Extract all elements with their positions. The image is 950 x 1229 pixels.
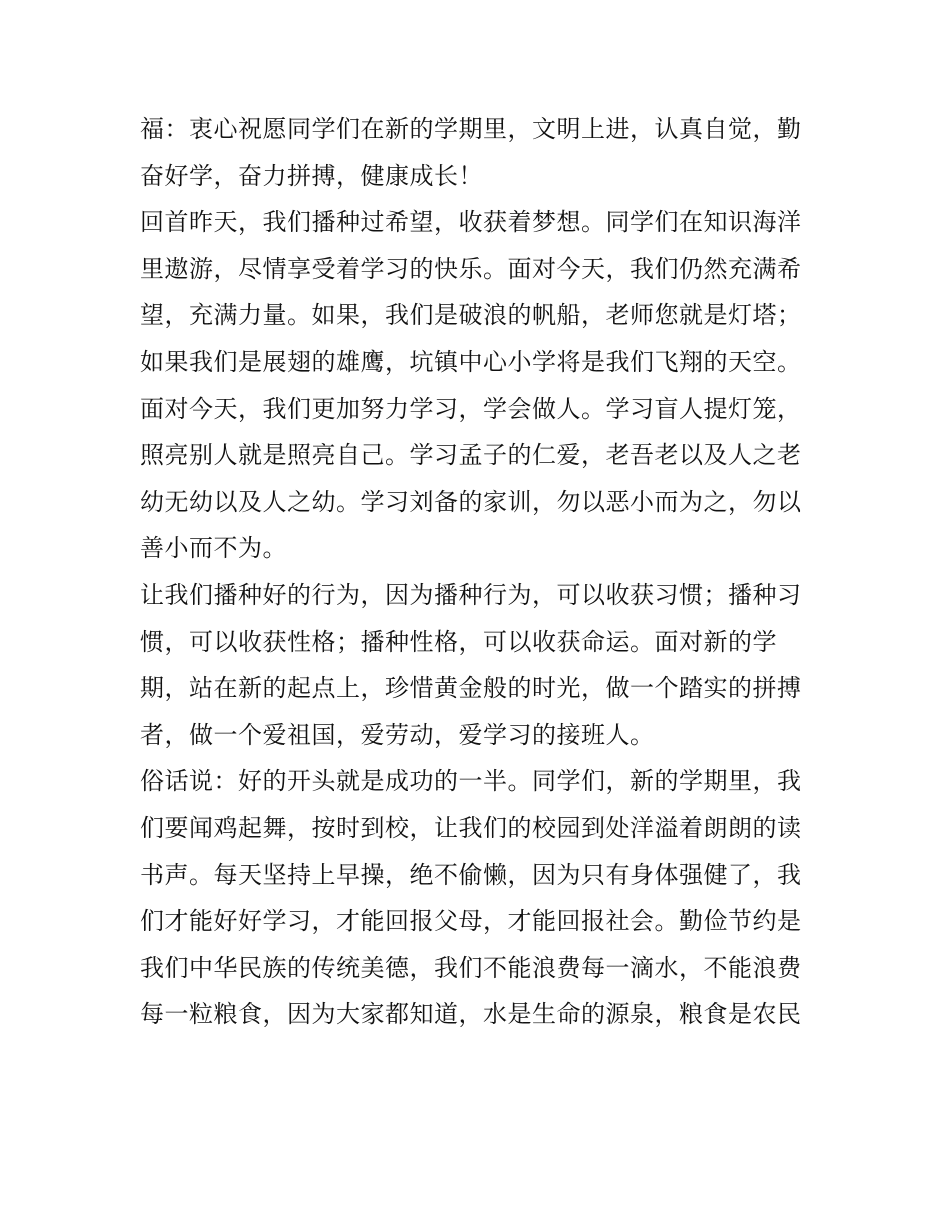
text-line: 每一粒粮食，因为大家都知道，水是生命的源泉，粮食是农民 xyxy=(140,1000,802,1029)
text-line: 幼无幼以及人之幼。学习刘备的家训，勿以恶小而为之，勿以 xyxy=(140,487,802,516)
text-line: 期，站在新的起点上，珍惜黄金般的时光，做一个踏实的拼搏 xyxy=(140,674,802,703)
text-line: 回首昨天，我们播种过希望，收获着梦想。同学们在知识海洋 xyxy=(140,208,802,237)
text-line: 让我们播种好的行为，因为播种行为，可以收获习惯；播种习 xyxy=(140,580,802,609)
text-line: 照亮别人就是照亮自己。学习孟子的仁爱，老吾老以及人之老 xyxy=(140,441,802,470)
text-line: 惯，可以收获性格；播种性格，可以收获命运。面对新的学 xyxy=(140,627,777,656)
text-line: 们要闻鸡起舞，按时到校，让我们的校园到处洋溢着朗朗的读 xyxy=(140,813,802,842)
text-line: 善小而不为。 xyxy=(140,534,287,563)
text-line: 里遨游，尽情享受着学习的快乐。面对今天，我们仍然充满希 xyxy=(140,254,802,283)
text-line: 望，充满力量。如果，我们是破浪的帆船，老师您就是灯塔； xyxy=(140,301,802,330)
document-body xyxy=(140,106,812,1038)
text-line: 我们中华民族的传统美德，我们不能浪费每一滴水，不能浪费 xyxy=(140,953,802,982)
text-line: 俗话说：好的开头就是成功的一半。同学们，新的学期里，我 xyxy=(140,767,802,796)
text-line: 们才能好好学习，才能回报父母，才能回报社会。勤俭节约是 xyxy=(140,907,802,936)
text-line: 福：衷心祝愿同学们在新的学期里，文明上进，认真自觉，勤 xyxy=(140,115,802,143)
text-line: 者，做一个爱祖国，爱劳动，爱学习的接班人。 xyxy=(140,720,655,749)
text-line: 奋好学，奋力拼搏，健康成长！ xyxy=(140,161,483,190)
text-line: 书声。每天坚持上早操，绝不偷懒，因为只有身体强健了，我 xyxy=(140,860,802,889)
text-line: 面对今天，我们更加努力学习，学会做人。学习盲人提灯笼， xyxy=(140,394,802,423)
text-line: 如果我们是展翅的雄鹰，坑镇中心小学将是我们飞翔的天空。 xyxy=(140,347,802,376)
